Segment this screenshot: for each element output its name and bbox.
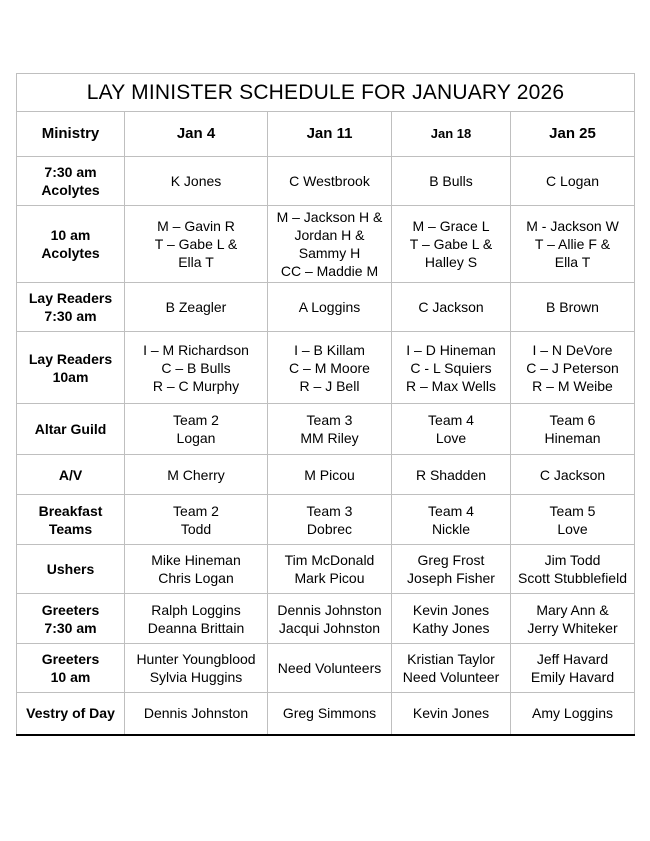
schedule-cell: C Westbrook	[268, 157, 392, 206]
table-row	[17, 545, 635, 594]
schedule-cell: Team 2 Logan	[125, 404, 268, 455]
schedule-cell: I – B Killam C – M Moore R – J Bell	[268, 332, 392, 404]
schedule-cell: I – N DeVore C – J Peterson R – M Weibe	[511, 332, 635, 404]
schedule-cell: M – Jackson H & Jordan H & Sammy H CC – Maddie M	[268, 206, 392, 283]
schedule-cell: Hunter Youngblood Sylvia Huggins	[125, 644, 268, 693]
ministry-cell: Ushers	[17, 545, 125, 594]
ministry-cell: Altar Guild	[17, 404, 125, 455]
schedule-cell: Ralph Loggins Deanna Brittain	[125, 594, 268, 644]
schedule-cell: Mike Hineman Chris Logan	[125, 545, 268, 594]
schedule-cell: Team 6 Hineman	[511, 404, 635, 455]
schedule-cell: C Jackson	[392, 283, 511, 332]
schedule-cell: B Zeagler	[125, 283, 268, 332]
schedule-cell: I – D Hineman C - L Squiers R – Max Wells	[392, 332, 511, 404]
schedule-table	[16, 73, 635, 736]
schedule-cell: Team 5 Love	[511, 495, 635, 545]
ministry-cell: A/V	[17, 455, 125, 495]
table-row	[17, 404, 635, 455]
schedule-cell: Mary Ann & Jerry Whiteker	[511, 594, 635, 644]
schedule-cell: C Jackson	[511, 455, 635, 495]
ministry-cell: Greeters 7:30 am	[17, 594, 125, 644]
schedule-cell: Kevin Jones Kathy Jones	[392, 594, 511, 644]
schedule-cell: M - Jackson W T – Allie F & Ella T	[511, 206, 635, 283]
schedule-cell: A Loggins	[268, 283, 392, 332]
schedule-cell: K Jones	[125, 157, 268, 206]
schedule-cell: Tim McDonald Mark Picou	[268, 545, 392, 594]
schedule-cell: M – Grace L T – Gabe L & Halley S	[392, 206, 511, 283]
table-row	[17, 594, 635, 644]
header-jan-25: Jan 25	[511, 112, 635, 157]
schedule-cell: B Bulls	[392, 157, 511, 206]
schedule-cell: Team 3 Dobrec	[268, 495, 392, 545]
schedule-cell: Amy Loggins	[511, 693, 635, 735]
ministry-cell: Lay Readers 7:30 am	[17, 283, 125, 332]
table-row	[17, 283, 635, 332]
table-row	[17, 332, 635, 404]
table-row	[17, 157, 635, 206]
schedule-cell: Kevin Jones	[392, 693, 511, 735]
table-row	[17, 206, 635, 283]
schedule-cell: Team 4 Love	[392, 404, 511, 455]
table-row	[17, 455, 635, 495]
header-row	[17, 112, 635, 157]
ministry-cell: Vestry of Day	[17, 693, 125, 735]
schedule-cell: C Logan	[511, 157, 635, 206]
schedule-cell: Team 3 MM Riley	[268, 404, 392, 455]
ministry-cell: 10 am Acolytes	[17, 206, 125, 283]
schedule-cell: Need Volunteers	[268, 644, 392, 693]
schedule-cell: M – Gavin R T – Gabe L & Ella T	[125, 206, 268, 283]
schedule-title: LAY MINISTER SCHEDULE FOR JANUARY 2026	[17, 74, 635, 112]
ministry-cell: Lay Readers 10am	[17, 332, 125, 404]
schedule-cell: Team 4 Nickle	[392, 495, 511, 545]
table-row	[17, 644, 635, 693]
header-jan-18: Jan 18	[392, 112, 511, 157]
schedule-cell: Greg Frost Joseph Fisher	[392, 545, 511, 594]
ministry-cell: 7:30 am Acolytes	[17, 157, 125, 206]
schedule-cell: I – M Richardson C – B Bulls R – C Murphy	[125, 332, 268, 404]
schedule-cell: Dennis Johnston	[125, 693, 268, 735]
schedule-cell: M Cherry	[125, 455, 268, 495]
schedule-cell: Kristian Taylor Need Volunteer	[392, 644, 511, 693]
header-jan-11: Jan 11	[268, 112, 392, 157]
schedule-cell: Greg Simmons	[268, 693, 392, 735]
schedule-cell: Jim Todd Scott Stubblefield	[511, 545, 635, 594]
schedule-cell: R Shadden	[392, 455, 511, 495]
schedule-cell: Team 2 Todd	[125, 495, 268, 545]
schedule-cell: Jeff Havard Emily Havard	[511, 644, 635, 693]
header-ministry: Ministry	[17, 112, 125, 157]
ministry-cell: Greeters 10 am	[17, 644, 125, 693]
schedule-cell: B Brown	[511, 283, 635, 332]
table-row	[17, 495, 635, 545]
schedule-cell: M Picou	[268, 455, 392, 495]
table-row	[17, 693, 635, 735]
header-jan-4: Jan 4	[125, 112, 268, 157]
ministry-cell: Breakfast Teams	[17, 495, 125, 545]
schedule-cell: Dennis Johnston Jacqui Johnston	[268, 594, 392, 644]
